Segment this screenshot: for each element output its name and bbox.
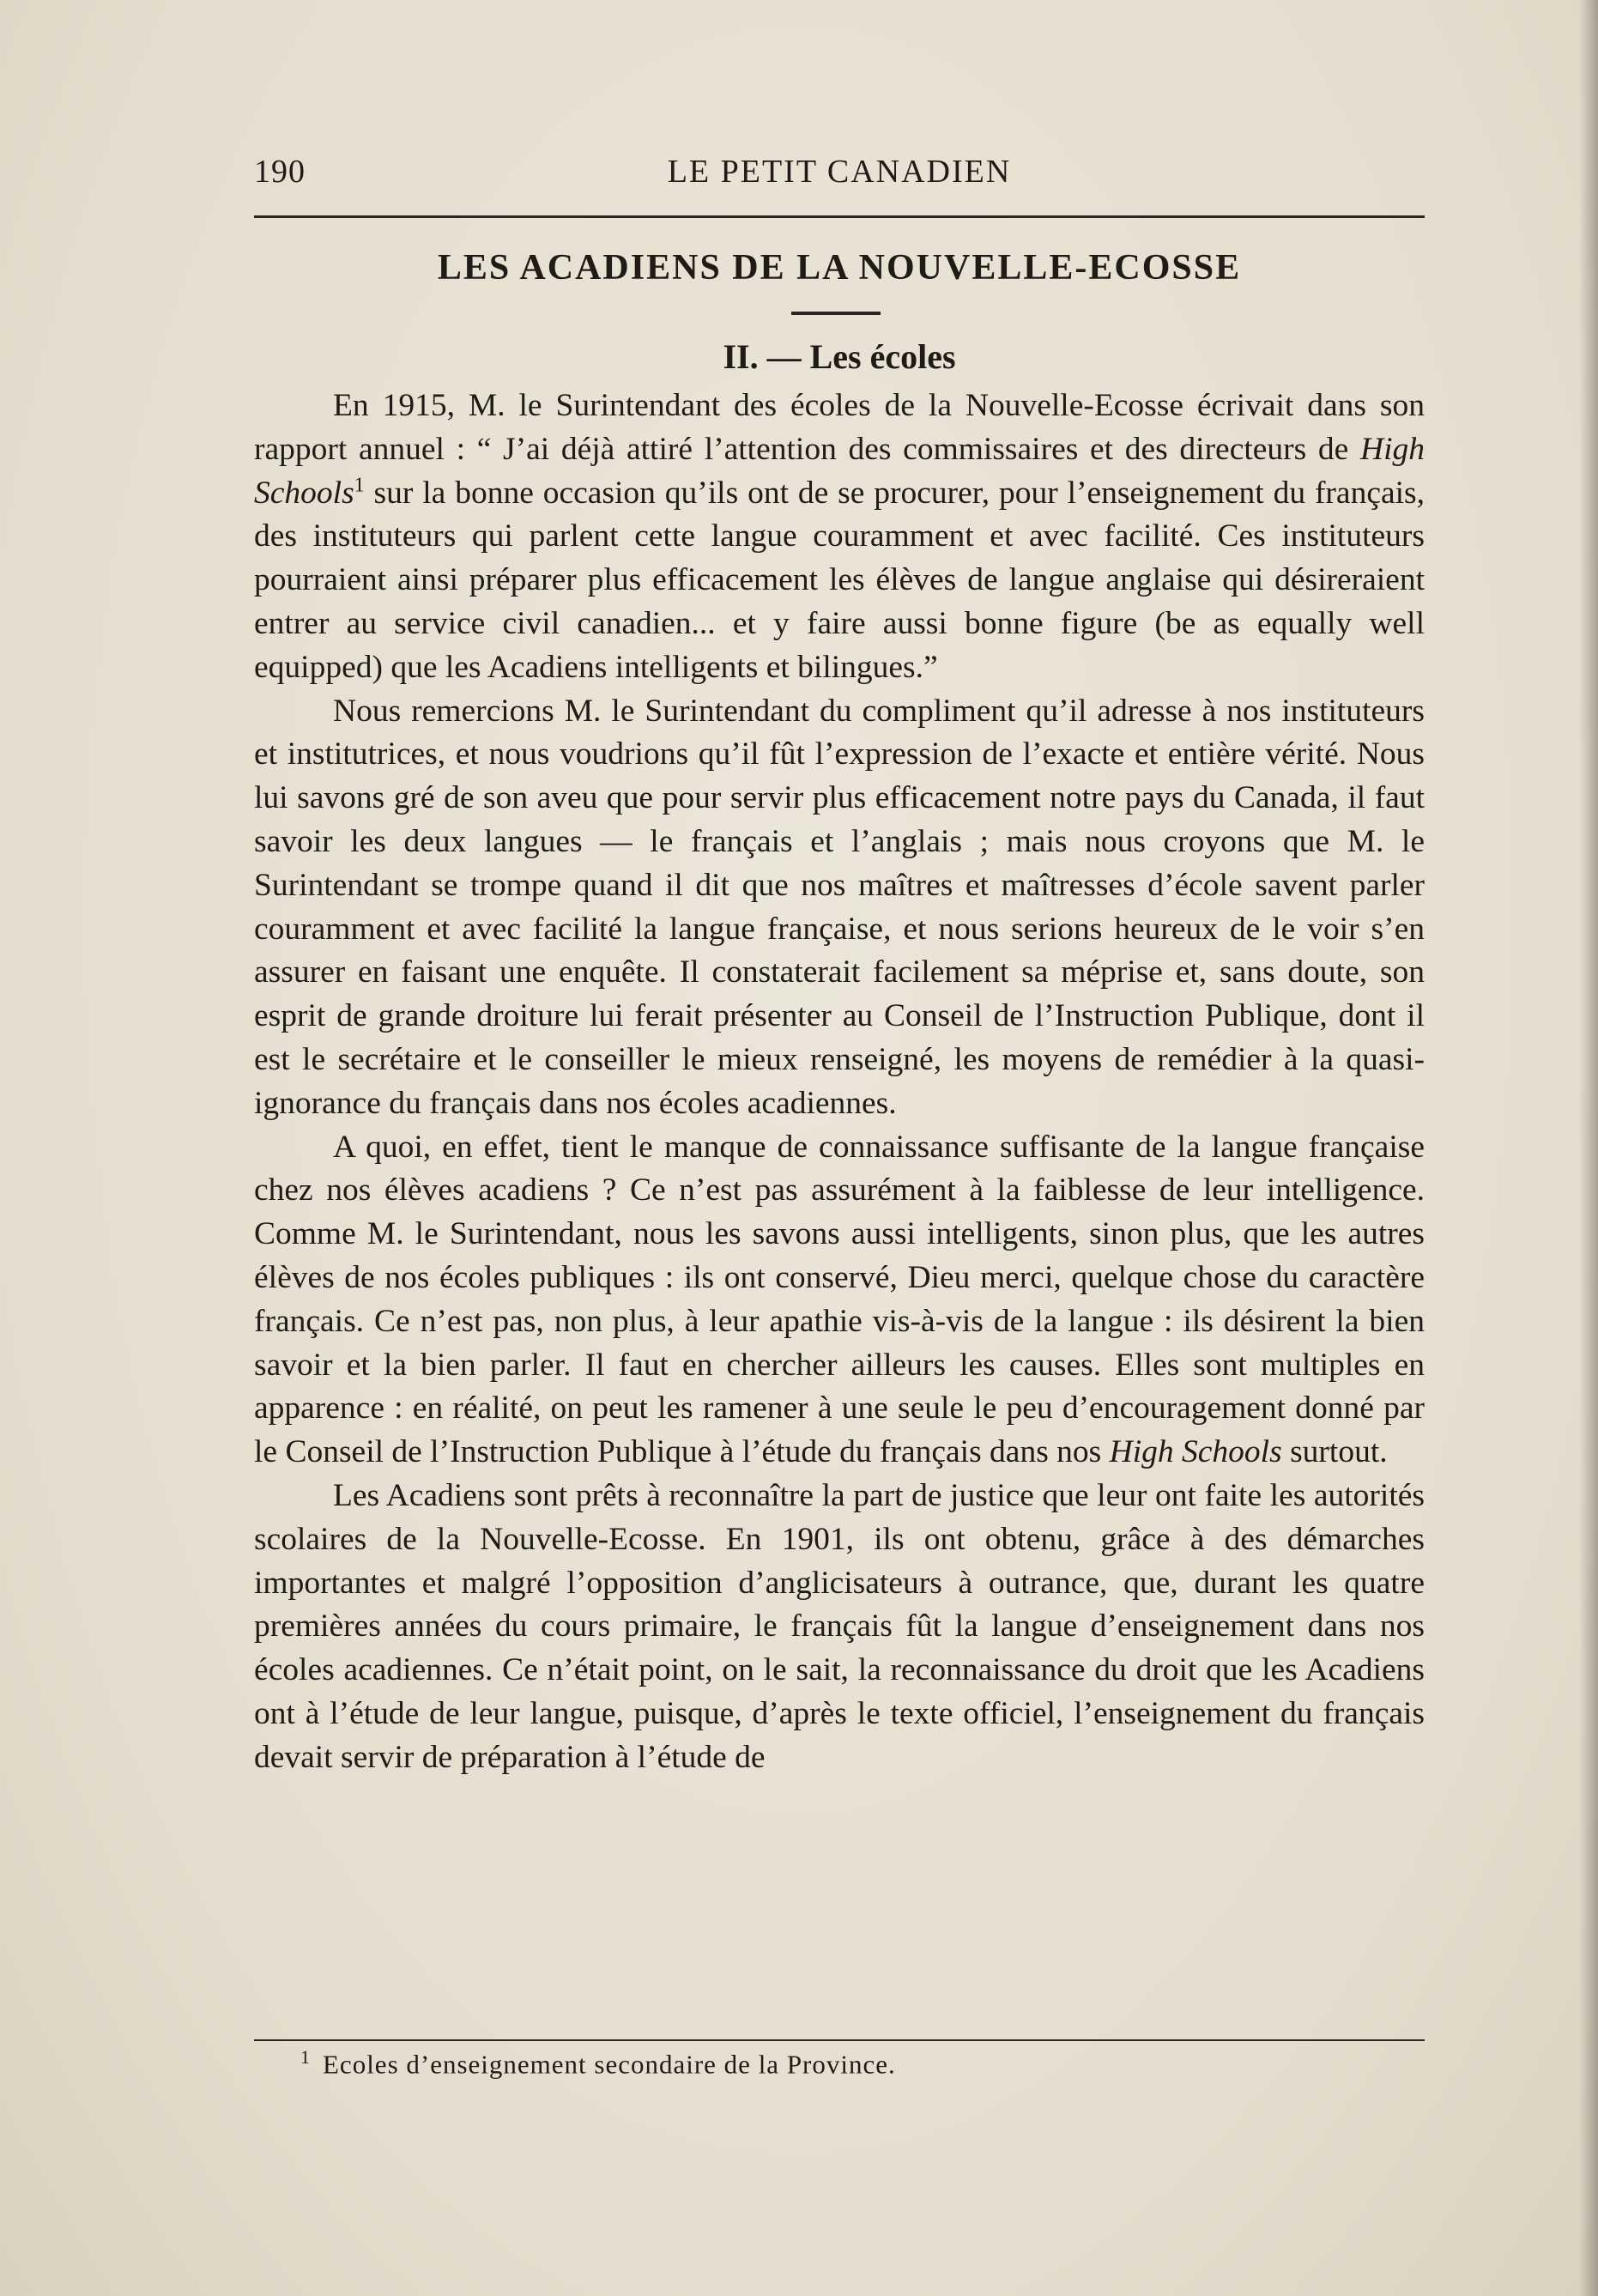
page-edge-shadow	[1579, 0, 1598, 2296]
header-rule	[254, 215, 1425, 218]
running-title: LE PETIT CANADIEN	[667, 154, 1012, 190]
paragraph-1-italic: High Schools	[254, 431, 1425, 511]
paragraph-2: Nous remercions M. le Surintendant du compliment qu’il adresse à nos instituteurs et institutrices, et nous voudrions qu’il fût l’expression de l’exacte et entière vérité. Nous lui savons gré de son aveu que pour servir plus efficacement notre pays du Canada, il faut savoir les deux langues — le français et l’anglais ; mais nous croyons que M. le Surintendant se trompe quand il dit que nos maîtres et maîtresses d’école savent parler couramment et avec facilité la langue française, et nous serions heureux de le voir s’en assurer en faisant une enquête. Il constaterait facilement sa méprise et, sans doute, son esprit de grande droiture lui ferait présenter au Conseil de l’Instruction Publique, dont il est le secrétaire et le conseiller le mieux renseigné, les moyens de remédier à la quasi-ignorance du français dans nos écoles acadiennes.	[254, 693, 1425, 1121]
running-head	[254, 146, 1425, 197]
footnote	[300, 2046, 1416, 2080]
title-divider	[791, 312, 881, 315]
footnote-rule	[254, 2039, 1425, 2041]
paragraph-1-text-a: En 1915, M. le Surintendant des écoles de la Nouvelle-Ecosse écrivait dans son rapport annuel : “ J’ai déjà attiré l’attention des commissaires et des directeurs de	[254, 388, 1425, 467]
article-body	[254, 385, 1425, 1780]
section-heading: II. — Les écoles	[723, 337, 956, 376]
paragraph-1-text-b: sur la bonne occasion qu’ils ont de se procurer, pour l’enseignement du français, des instituteurs qui parlent cette langue couramment et avec facilité. Ces instituteurs pourraient ainsi préparer plus efficacement les élèves de langue anglaise qui désireraient entrer au service civil canadien... et y faire aussi bonne figure (be as equally well equipped) que les Acadiens intelligents et bilingues.”	[254, 475, 1425, 685]
paragraph-3-italic: High Schools	[1109, 1434, 1282, 1470]
paragraph-1	[254, 385, 1425, 690]
paragraph-3	[254, 1126, 1425, 1475]
footnote-number: 1	[300, 2046, 311, 2068]
footnote-marker: 1	[354, 474, 365, 497]
page-number: 190	[254, 154, 306, 190]
paragraph-3-text-b: surtout.	[1281, 1434, 1388, 1470]
paragraph-4: Les Acadiens sont prêts à reconnaître la part de justice que leur ont faite les autorités scolaires de la Nouvelle-Ecosse. En 1901, ils ont obtenu, grâce à des démarches importantes et malgré l’opposition d’anglicisateurs à outrance, que, durant les quatre premières années du cours primaire, le français fût la langue d’enseignement dans nos écoles acadiennes. Ce n’était point, on le sait, la reconnaissance du droit que les Acadiens ont à l’étude de leur langue, puisque, d’après le texte officiel, l’enseignement du français devait servir de préparation à l’étude de	[254, 1477, 1425, 1775]
paragraph-3-text-a: A quoi, en effet, tient le manque de connaissance suffisante de la langue française chez nos élèves acadiens ? Ce n’est pas assurément à la faiblesse de leur intelligence. Comme M. le Surintendant, nous les savons aussi intelligents, sinon plus, que les autres élèves de nos écoles publiques : ils ont conservé, Dieu merci, quelque chose du caractère français. Ce n’est pas, non plus, à leur apathie vis-à-vis de la langue : ils désirent la bien savoir et la bien parler. Il faut en chercher ailleurs les causes. Elles sont multiples en apparence : en réalité, on peut les ramener à une seule le peu d’encouragement donné par le Conseil de l’Instruction Publique à l’étude du français dans nos	[254, 1129, 1425, 1470]
footnote-text: Ecoles d’enseignement secondaire de la Province.	[323, 2049, 896, 2080]
article-title: LES ACADIENS DE LA NOUVELLE-ECOSSE	[437, 248, 1242, 288]
